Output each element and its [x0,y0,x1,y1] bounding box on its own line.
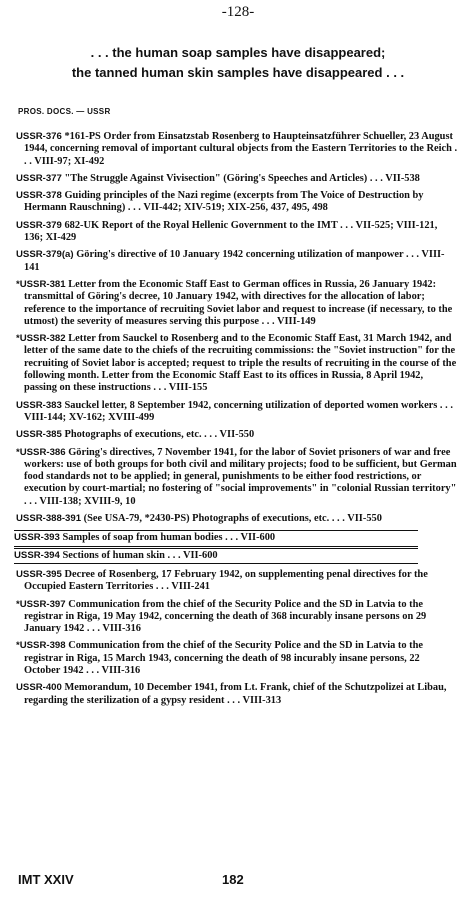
document-description: 682-UK Report of the Royal Hellenic Government to the IMT . . . VII-525; VIII-121, 136; XI-429 [24,219,438,244]
document-code: *USSR-386 [16,446,66,458]
document-description: Decree of Rosenberg, 17 February 1942, on supplementing penal directives for the Occupied Eastern Territories . . . VIII-241 [24,568,428,593]
document-description: Letter from Sauckel to Rosenberg and to the Economic Staff East, 31 March 1942, and letter of the same date to the chiefs of the recruiting commissions: the "Soviet instruction" for the recruiting of Soviet labor is accepted; request to triple the results of recruiting in the course of the following month. Letter from the Economic Staff East to its offices in Russia, 8 April 1942, passing on these instructions . . . VIII-155 [24,333,457,394]
document-code: USSR-400 [16,682,62,694]
footer-page-number: 182 [222,872,244,887]
quote-line-2: the tanned human skin samples have disappeared . . . [71,65,405,80]
list-item [16,173,458,185]
document-code: USSR-377 [16,172,62,184]
document-description: Memorandum, 10 December 1941, from Lt. Frank, chief of the Schutzpolizei at Libau, regarding the sterilization of a gypsy resident . . . VIII-313 [24,682,447,706]
document-code: USSR-379(a) [16,249,74,261]
document-code: USSR-378 [16,190,62,202]
list-item-highlighted [14,530,418,546]
document-list [16,131,458,712]
document-description: Samples of soap from human bodies . . . VII-600 [62,532,276,544]
document-code: USSR-376 [16,131,62,142]
document-description: (See USA-79, *2430-PS) Photographs of executions, etc. . . . VII-550 [83,513,382,525]
document-description: Letter from the Economic Staff East to German offices in Russia, 26 January 1942: transmittal of Göring's decree, 10 January 1942, with directives for the allocation of labor; reference to the importance of recruiting Soviet labor and request to increase (if necessary, to the utmost) the severity of measures serving this purpose . . . VIII-149 [24,278,453,327]
document-description: Sections of human skin . . . VII-600 [62,549,218,561]
epigraph-quote [20,43,456,83]
document-code: *USSR-398 [16,640,66,652]
list-item [16,333,458,394]
document-code: USSR-393 [14,532,60,544]
document-description: "The Struggle Against Vivisection" (Göring's Speeches and Articles) . . . VII-538 [64,172,420,184]
document-description: Sauckel letter, 8 September 1942, concerning utilization of deported women workers . . . VIII-144; XV-162; XVIII-499 [24,399,453,423]
document-description: *161-PS Order from Einsatzstab Rosenberg to Haupteinsatzführer Schueller, 23 August 1944, concerning removal of important cultural objects from the Eastern Territories to the Reich . . . VIII-97; XI-492 [24,131,458,167]
document-code: USSR-395 [16,568,62,580]
list-item [16,513,458,525]
document-code: USSR-394 [14,549,60,561]
page-number: -128- [221,4,255,20]
document-description: Göring's directives, 7 November 1941, for the labor of Soviet prisoners of war and free workers: use of both groups for both civil and military projects; food to be sufficient, but German food standards not to be applied; in general, punishments to be either food restrictions, or execution by court-martial; no fostering of "social improvements" in "colonial Russian territory" . . . VIII-138; XVIII-9, 10 [24,446,457,507]
document-code: USSR-388-391 [16,513,82,525]
list-item [16,131,458,168]
list-item [16,682,458,707]
document-description: Guiding principles of the Nazi regime (excerpts from The Voice of Destruction by Hermann Rauschning) . . . VII-442; XIV-519; XIX-256, 437, 495, 498 [24,190,424,214]
document-code: USSR-379 [16,219,62,231]
list-item [16,447,458,508]
list-item [16,640,458,677]
list-item [16,220,458,245]
document-code: USSR-385 [16,429,62,441]
list-item [16,569,458,594]
list-item [16,599,458,636]
document-description: Communication from the chief of the Security Police and the SD in Latvia to the registrar in Riga, 15 March 1943, concerning the death of 98 incurably insane persons, 22 October 1942 . . . VIII-316 [24,640,423,676]
volume-label: IMT XXIV [18,872,74,887]
document-description: Göring's directive of 10 January 1942 concerning utilization of manpower . . . VIII-141 [24,249,445,273]
list-item [16,190,458,215]
list-item [16,400,458,425]
document-code: USSR-383 [16,399,62,411]
list-item-highlighted [14,548,418,564]
section-header: PROS. DOCS. — USSR [18,107,111,116]
document-code: *USSR-381 [16,278,66,290]
list-item [16,429,458,441]
quote-line-1: . . . the human soap samples have disappeared; [90,45,386,60]
document-code: *USSR-397 [16,598,66,610]
document-description: Photographs of executions, etc. . . . VII-550 [64,429,255,441]
document-code: *USSR-382 [16,333,66,345]
document-description: Communication from the chief of the Security Police and the SD in Latvia to the registrar in Riga, 19 May 1942, concerning the death of 368 incurably insane persons on 29 January 1942 . . . VIII-316 [24,598,427,635]
list-item [16,249,458,274]
list-item [16,279,458,328]
